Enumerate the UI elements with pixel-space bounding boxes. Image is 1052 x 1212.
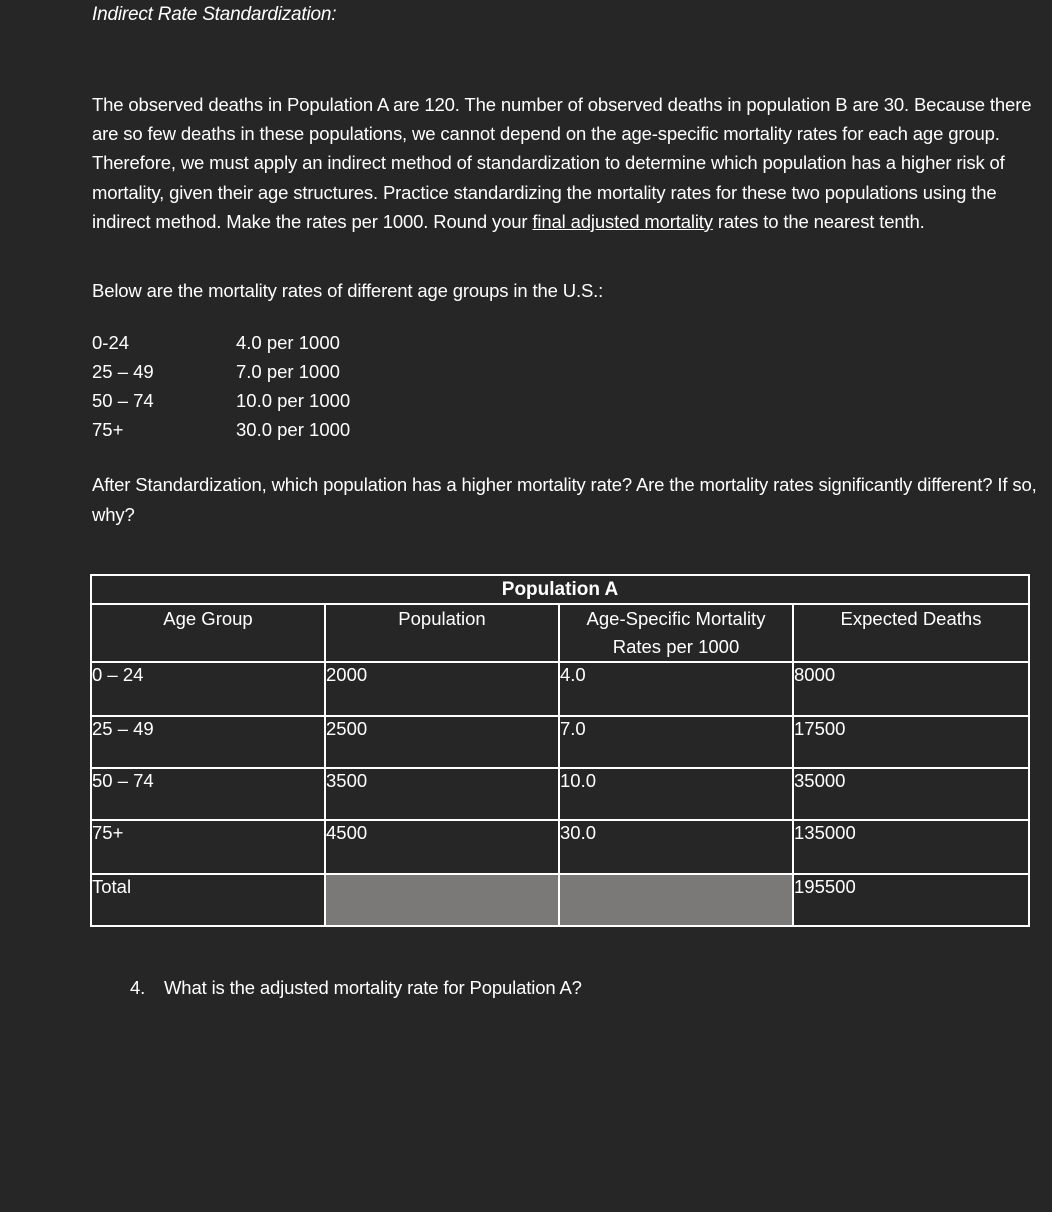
table-row: [91, 662, 1029, 716]
cell-rate: 30.0: [559, 820, 793, 874]
cell-rate: 7.0: [559, 716, 793, 768]
cell-population: 4500: [325, 820, 559, 874]
cell-shaded: [325, 874, 559, 926]
cell-population: 2000: [325, 662, 559, 716]
population-a-table: [90, 574, 1030, 927]
rates-lead: Below are the mortality rates of different age groups in the U.S.:: [92, 280, 604, 301]
table-header-row: [91, 604, 1029, 662]
question-4: [130, 977, 582, 999]
us-rate-age: 50 – 74: [92, 390, 154, 411]
cell-population: 2500: [325, 716, 559, 768]
question-text: What is the adjusted mortality rate for Population A?: [164, 977, 582, 998]
us-rate-age: 75+: [92, 419, 124, 440]
us-rate-row: [92, 328, 392, 357]
standardization-question: After Standardization, which population has a higher mortality rate? Are the mortality rates significantly different? If so, why?: [92, 474, 1037, 525]
intro-text-end: rates to the nearest tenth.: [712, 210, 925, 232]
cell-shaded: [559, 874, 793, 926]
header-expected-deaths: Expected Deaths: [793, 604, 1029, 662]
us-rate-value: 30.0 per 1000: [236, 419, 351, 440]
intro-underlined-text: final adjusted mortality: [532, 210, 713, 232]
cell-age: 25 – 49: [91, 716, 325, 768]
cell-expected: 35000: [793, 768, 1029, 820]
cell-expected: 8000: [793, 662, 1029, 716]
intro-paragraph: [92, 90, 1032, 236]
table-row: [91, 820, 1029, 874]
cell-age: 50 – 74: [91, 768, 325, 820]
cell-population: 3500: [325, 768, 559, 820]
table-title-row: [91, 575, 1029, 604]
cell-total-label: Total: [91, 874, 325, 926]
cell-expected: 17500: [793, 716, 1029, 768]
table-row: [91, 716, 1029, 768]
table-title: Population A: [91, 575, 1029, 604]
us-rate-age: 25 – 49: [92, 361, 154, 382]
cell-age: 75+: [91, 820, 325, 874]
us-rate-row: [92, 415, 392, 444]
cell-age: 0 – 24: [91, 662, 325, 716]
us-rate-row: [92, 357, 392, 386]
cell-expected: 135000: [793, 820, 1029, 874]
header-age-group: Age Group: [91, 604, 325, 662]
us-rate-age: 0-24: [92, 332, 130, 353]
table-row: [91, 768, 1029, 820]
table-total-row: [91, 874, 1029, 926]
cell-rate: 10.0: [559, 768, 793, 820]
cell-rate: 4.0: [559, 662, 793, 716]
us-rate-row: [92, 386, 392, 415]
us-rate-value: 10.0 per 1000: [236, 390, 351, 411]
intro-text: The observed deaths in Population A are 120. The number of observed deaths in population B are 30. Because there are so few deaths in these populations, we cannot depend on the age-specific mortality rates for each age group. Therefore, we must apply an indirect method of standardization to determine which population has a higher risk of mortality, given their age structures. Practice standardizing the mortality rates for these two populations using the indirect method. Make the rates per 1000. Round your: [92, 94, 1032, 232]
us-rate-value: 4.0 per 1000: [236, 332, 340, 353]
us-rates-list: [92, 328, 392, 444]
question-number: 4.: [130, 977, 146, 998]
us-rate-value: 7.0 per 1000: [236, 361, 340, 382]
header-population: Population: [325, 604, 559, 662]
cell-total-expected: 195500: [793, 874, 1029, 926]
page-title: Indirect Rate Standardization:: [92, 4, 337, 25]
header-rates: Age-Specific Mortality Rates per 1000: [559, 604, 793, 662]
